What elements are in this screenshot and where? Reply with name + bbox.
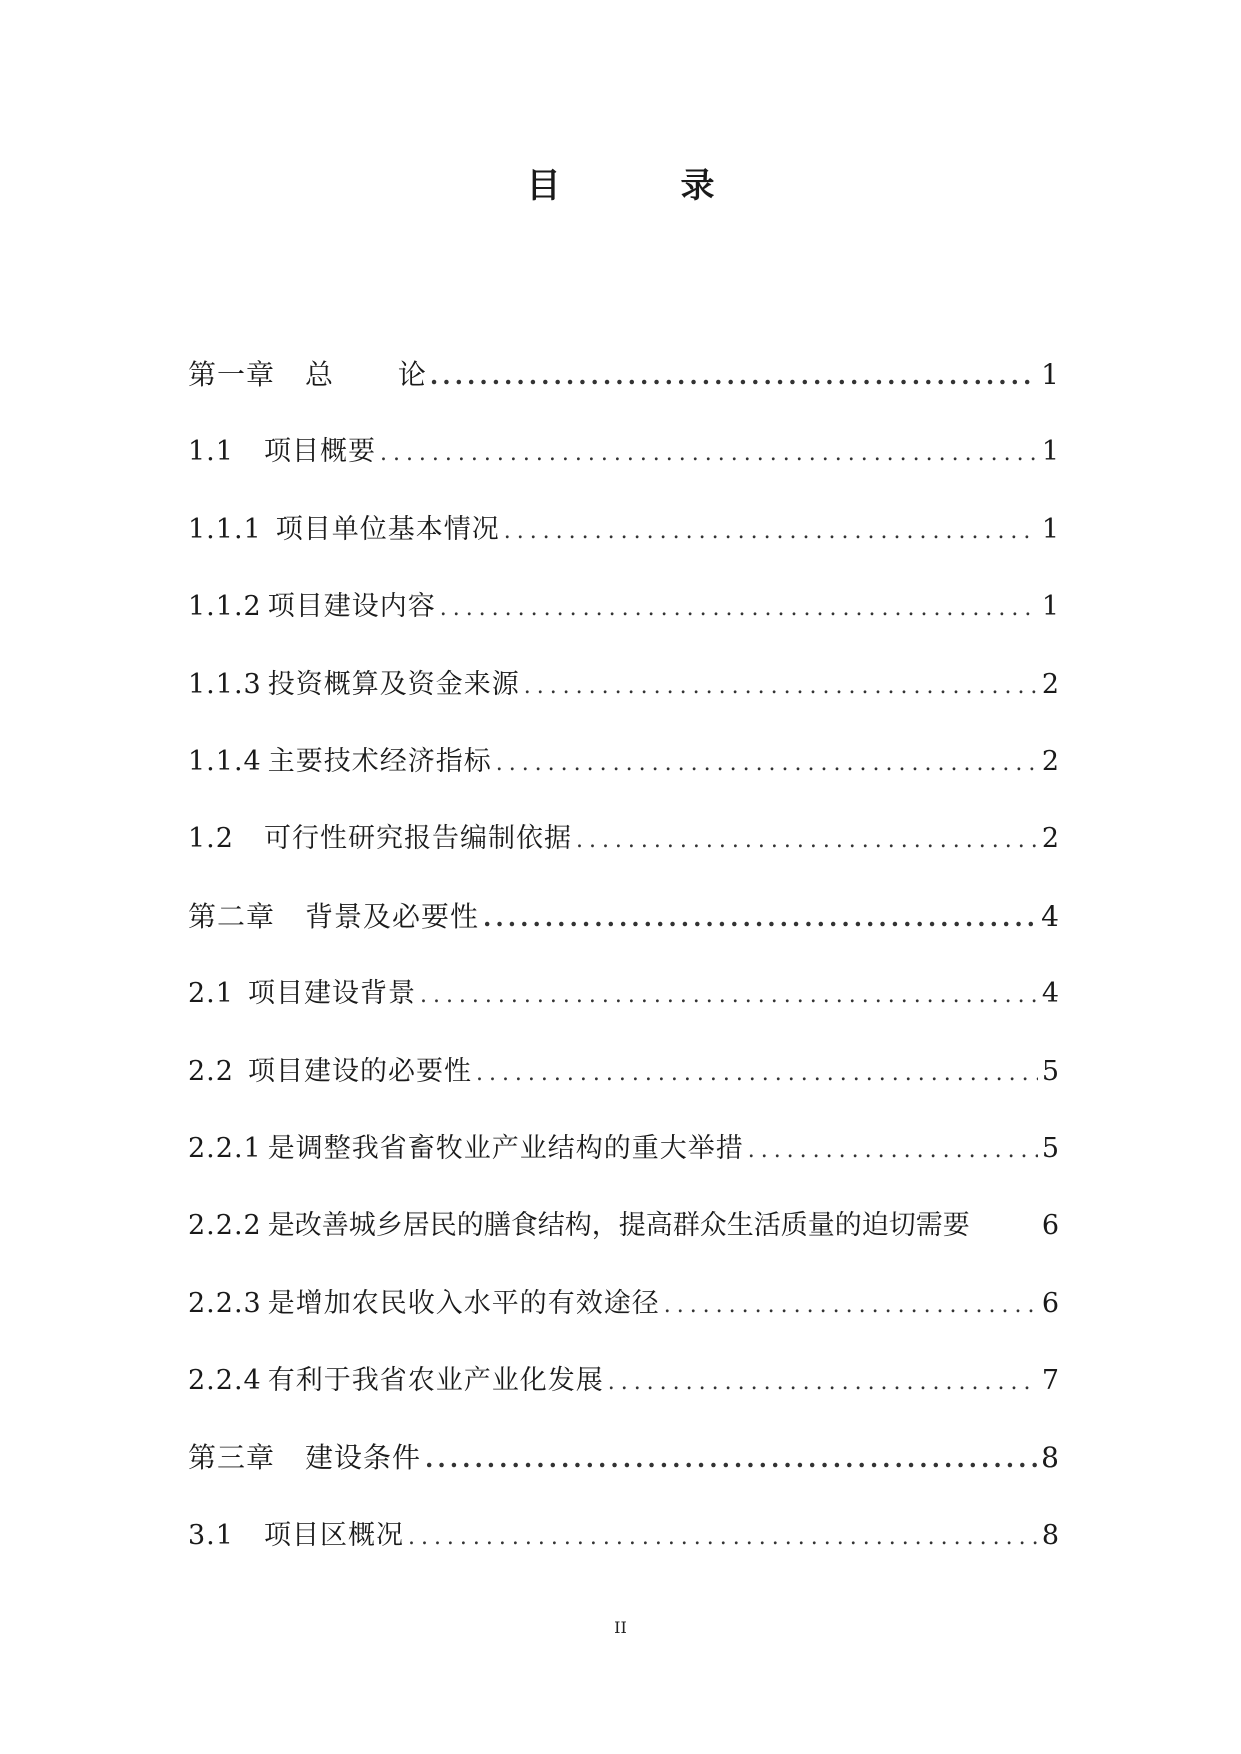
toc-entry-number: 1.1.4 bbox=[188, 745, 262, 777]
toc-entry-title: 投资概算及资金来源 bbox=[267, 668, 520, 700]
toc-leader-dots bbox=[420, 978, 1038, 1014]
toc-entry-number: 1.1.1 bbox=[188, 513, 262, 545]
toc-entry-number: 第二章 bbox=[188, 899, 276, 933]
page-title-part1: 目 bbox=[526, 166, 561, 206]
toc-entry-title: 项目建设背景 bbox=[247, 978, 416, 1010]
toc-leader-dots bbox=[608, 1365, 1038, 1401]
toc-leader-dots bbox=[430, 358, 1037, 394]
toc-entry-page: 5 bbox=[1041, 1132, 1059, 1164]
toc-entry-title: 是改善城乡居民的膳食结构，提高群众生活质量的迫切需要 bbox=[267, 1210, 970, 1242]
toc-entry-number: 1.1 bbox=[188, 436, 234, 468]
toc-entry-page: 1 bbox=[1041, 436, 1059, 468]
toc-leader-dots bbox=[576, 823, 1038, 859]
toc-entry-page: 7 bbox=[1041, 1365, 1059, 1397]
toc-entry-number: 2.2.4 bbox=[188, 1365, 262, 1397]
toc-entry-number: 2.2.2 bbox=[188, 1210, 262, 1242]
toc-entry-3-1[interactable] bbox=[188, 1518, 1059, 1595]
toc-leader-dots bbox=[748, 1133, 1038, 1169]
toc-entry-number: 1.1.3 bbox=[188, 668, 262, 700]
toc-leader-dots bbox=[483, 900, 1037, 936]
toc-entry-2-2-4[interactable] bbox=[188, 1363, 1059, 1440]
toc-entry-number: 第三章 bbox=[188, 1441, 276, 1475]
toc-entry-title: 可行性研究报告编制依据 bbox=[263, 823, 572, 855]
toc-entry-title: 建设条件 bbox=[305, 1441, 422, 1475]
toc-leader-dots bbox=[440, 591, 1038, 627]
toc-leader-dots bbox=[496, 746, 1038, 782]
toc-entry-number: 3.1 bbox=[188, 1519, 234, 1551]
toc-entry-chapter-1[interactable] bbox=[188, 357, 1059, 434]
toc-entry-number: 2.2.3 bbox=[188, 1287, 262, 1319]
toc-leader-dots bbox=[524, 669, 1038, 705]
toc-entry-title: 项目概要 bbox=[263, 436, 376, 468]
toc-leader-dots bbox=[476, 1056, 1038, 1092]
toc-entry-page: 6 bbox=[1041, 1287, 1059, 1319]
toc-entry-page: 1 bbox=[1041, 513, 1059, 545]
toc-entry-page: 6 bbox=[1041, 1210, 1059, 1242]
toc-entry-title: 是调整我省畜牧业产业结构的重大举措 bbox=[267, 1132, 744, 1164]
toc-entry-page: 8 bbox=[1041, 1519, 1059, 1551]
toc-leader-dots bbox=[425, 1441, 1037, 1477]
toc-entry-page: 4 bbox=[1041, 899, 1059, 933]
toc-leader-dots bbox=[380, 436, 1038, 472]
toc-entry-page: 4 bbox=[1041, 978, 1059, 1010]
toc-entry-1-1-4[interactable] bbox=[188, 744, 1059, 821]
toc-entry-number: 2.1 bbox=[188, 978, 234, 1010]
toc-entry-2-2[interactable] bbox=[188, 1054, 1059, 1131]
toc-entry-page: 2 bbox=[1041, 745, 1059, 777]
toc-entry-page: 8 bbox=[1041, 1441, 1059, 1475]
toc-entry-page: 5 bbox=[1041, 1055, 1059, 1087]
toc-entry-number: 第一章 bbox=[188, 358, 276, 391]
toc-leader-dots bbox=[408, 1520, 1038, 1556]
toc-entry-2-1[interactable] bbox=[188, 976, 1059, 1053]
toc-entry-title: 项目建设的必要性 bbox=[247, 1055, 472, 1087]
toc-entry-number: 1.2 bbox=[188, 823, 234, 855]
toc-entry-title: 项目区概况 bbox=[263, 1519, 404, 1551]
toc-entry-1-2[interactable] bbox=[188, 821, 1059, 898]
toc-entry-title: 背景及必要性 bbox=[305, 899, 480, 933]
toc-entry-title: 主要技术经济指标 bbox=[267, 745, 492, 777]
toc-entry-1-1-3[interactable] bbox=[188, 667, 1059, 744]
toc-entry-page: 2 bbox=[1041, 668, 1059, 700]
toc-entry-title: 有利于我省农业产业化发展 bbox=[267, 1365, 604, 1397]
toc-entry-1-1[interactable] bbox=[188, 434, 1059, 511]
toc-entry-number: 1.1.2 bbox=[188, 591, 262, 623]
toc-entry-page: 1 bbox=[1041, 591, 1059, 623]
toc-entry-title: 总 论 bbox=[305, 358, 454, 391]
toc-leader-dots bbox=[664, 1288, 1038, 1324]
toc-entry-chapter-2[interactable] bbox=[188, 899, 1059, 976]
toc-entry-title: 项目单位基本情况 bbox=[275, 513, 500, 545]
toc-leader-dots bbox=[504, 514, 1038, 550]
toc-entry-chapter-3[interactable] bbox=[188, 1440, 1059, 1517]
toc-entry-2-2-1[interactable] bbox=[188, 1131, 1059, 1208]
toc-entry-1-1-2[interactable] bbox=[188, 589, 1059, 666]
toc-entry-page: 1 bbox=[1041, 358, 1059, 391]
toc-entry-title: 项目建设内容 bbox=[267, 591, 436, 623]
toc-entry-1-1-1[interactable] bbox=[188, 512, 1059, 589]
page-title bbox=[0, 158, 1241, 214]
toc-entry-2-2-2[interactable] bbox=[188, 1208, 1059, 1285]
table-of-contents bbox=[188, 357, 1059, 1595]
toc-entry-page: 2 bbox=[1041, 823, 1059, 855]
toc-entry-number: 2.2.1 bbox=[188, 1132, 262, 1164]
toc-entry-title: 是增加农民收入水平的有效途径 bbox=[267, 1287, 660, 1319]
page-title-part2: 录 bbox=[680, 166, 715, 206]
page-number-footer: II bbox=[614, 1618, 627, 1637]
toc-entry-2-2-3[interactable] bbox=[188, 1286, 1059, 1363]
toc-entry-number: 2.2 bbox=[188, 1055, 234, 1087]
